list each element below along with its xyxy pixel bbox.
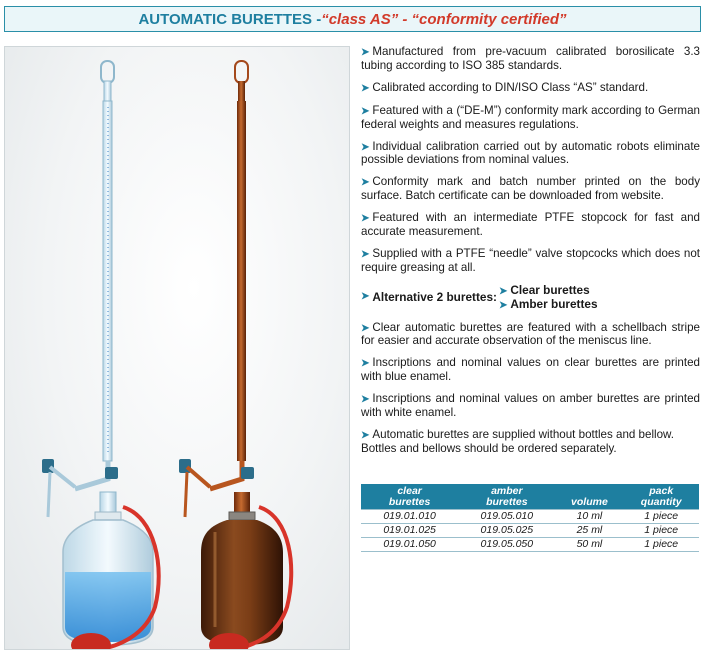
header-amber: amber burettes: [486, 485, 528, 508]
bullet-item: ➤ Automatic burettes are supplied without bottles and bellow. Bottles and bellows should be ordered separately.: [361, 428, 675, 455]
option-clear: ➤ Clear burettes: [498, 282, 590, 297]
arrow-icon: ➤: [361, 394, 370, 406]
table-row: 019.01.050 019.05.050 50 ml 1 piece: [361, 538, 699, 552]
bullet-item: ➤ Manufactured from pre-vacuum calibrated borosilicate 3.3 tubing according to ISO 385 standards.: [361, 45, 700, 72]
page-title-bar: [4, 6, 701, 32]
page-subtitle: “class AS” - “conformity certified”: [321, 10, 567, 28]
table-header-row: [361, 484, 699, 510]
arrow-icon: ➤: [498, 285, 508, 297]
arrow-icon: ➤: [361, 47, 370, 58]
table-row: 019.01.025 019.05.025 25 ml 1 piece: [361, 524, 699, 538]
product-photo: [4, 46, 350, 650]
arrow-icon: ➤: [361, 248, 370, 260]
table-row: 019.01.010 019.05.010 10 ml 1 piece: [361, 510, 699, 524]
clear-burette: [42, 61, 153, 645]
arrow-icon: ➤: [361, 430, 370, 442]
bullet-item: ➤ Conformity mark and batch number printed on the body surface. Batch certificate can be downloaded from website.: [361, 175, 700, 203]
bullet-item: ➤ Inscriptions and nominal values on amber burettes are printed with white enamel.: [361, 392, 700, 420]
arrow-icon: ➤: [361, 213, 370, 225]
header-volume: volume: [571, 495, 608, 508]
burettes-illustration: [5, 47, 350, 650]
bullet-item: ➤ Featured with a (“DE-M”) conformity mark according to German federal weights and measures regulations.: [361, 103, 700, 131]
bullet-item: ➤ Featured with an intermediate PTFE stopcock for fast and accurate measurement.: [361, 211, 700, 238]
header-clear: clear burettes: [388, 485, 431, 508]
alternative-options: [499, 284, 598, 312]
option-amber: ➤ Amber burettes: [498, 296, 598, 311]
arrow-icon: ➤: [361, 358, 370, 370]
alternative-label: Alternative 2 burettes:: [372, 290, 497, 305]
arrow-icon: ➤: [361, 177, 370, 189]
description-column: [361, 46, 700, 465]
amber-burette: [179, 61, 283, 645]
arrow-icon: ➤: [361, 105, 370, 117]
arrow-icon: ➤: [361, 322, 370, 334]
arrow-icon: ➤: [361, 82, 370, 94]
bullet-item: ➤ Inscriptions and nominal values on clear burettes are printed with blue enamel.: [361, 356, 700, 384]
bullet-item: ➤ Supplied with a PTFE “needle” valve stopcocks which does not require greasing at all.: [361, 246, 700, 274]
arrow-icon: ➤: [361, 141, 370, 153]
arrow-icon: ➤: [361, 291, 370, 303]
product-table: [361, 484, 699, 552]
alternative-burettes: [361, 284, 700, 312]
bullet-item: ➤ Clear automatic burettes are featured with a schellbach stripe for easier and accurate observation of the meniscus line.: [361, 320, 700, 348]
arrow-icon: ➤: [498, 299, 508, 311]
bullet-item: ➤ Individual calibration carried out by automatic robots eliminate possible deviations from nominal values.: [361, 139, 700, 167]
header-pack: pack quantity: [640, 485, 682, 508]
bullet-item: ➤ Calibrated according to DIN/ISO Class “AS” standard.: [361, 80, 649, 94]
page-title: AUTOMATIC BURETTES -: [138, 10, 322, 28]
